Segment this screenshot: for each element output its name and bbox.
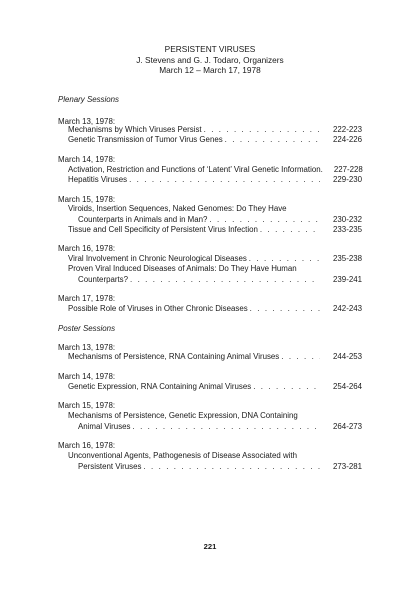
entry-title: Proven Viral Induced Diseases of Animals: Do They Have Human: [68, 264, 297, 273]
toc-entry[interactable]: [68, 125, 362, 136]
entry-title-continued: Animal Viruses: [78, 421, 131, 431]
entry-title: Mechanisms of Persistence, RNA Containing Animal Viruses: [68, 352, 280, 361]
plenary-sessions-heading: Plenary Sessions: [58, 95, 119, 104]
page-range: 224-226: [333, 135, 362, 144]
date-heading: March 17, 1978:: [58, 294, 116, 303]
date-heading: March 16, 1978:: [58, 244, 116, 253]
leader-dots: [253, 382, 320, 393]
toc-entry[interactable]: [68, 411, 362, 432]
toc-entry[interactable]: [68, 225, 362, 236]
entry-title-continued: Counterparts?: [78, 274, 129, 284]
entry-title: Unconventional Agents, Pathogenesis of Disease Associated with: [68, 451, 297, 460]
toc-entry[interactable]: [68, 254, 362, 265]
page-range: 229-230: [333, 175, 362, 184]
entry-title-continued: Counterparts in Animals and in Man?: [78, 214, 208, 224]
toc-entry[interactable]: [68, 165, 362, 176]
toc-entry[interactable]: [68, 451, 362, 472]
entry-title: Activation, Restriction and Functions of ‘Latent’ Viral Genetic Information.: [68, 165, 323, 174]
date-heading: March 16, 1978:: [58, 441, 116, 450]
entry-title: Mechanisms of Persistence, Genetic Expression, DNA Containing: [68, 411, 298, 420]
leader-dots: [130, 275, 320, 286]
leader-dots: [250, 304, 320, 315]
entry-title: Hepatitis Viruses: [68, 175, 128, 184]
page-range: 233-235: [333, 225, 362, 234]
meeting-dates: March 12 – March 17, 1978: [159, 65, 261, 76]
leader-dots: [143, 462, 320, 473]
page-range: 230-232: [333, 214, 362, 224]
toc-entry[interactable]: [68, 264, 362, 285]
entry-title: Possible Role of Viruses in Other Chronic Diseases: [68, 304, 248, 313]
page-range: 235-238: [333, 254, 362, 263]
toc-entry[interactable]: [68, 352, 362, 363]
page-range: 244-253: [333, 352, 362, 361]
toc-entry[interactable]: [68, 204, 362, 225]
entry-title: Tissue and Cell Specificity of Persistent Virus Infection: [68, 225, 258, 234]
document-title: PERSISTENT VIRUSES: [164, 44, 256, 54]
leader-dots: [225, 135, 320, 146]
document-header: [0, 44, 420, 76]
page-range: 222-223: [333, 125, 362, 134]
organizers-line: J. Stevens and G. J. Todaro, Organizers: [136, 54, 284, 65]
toc-entry[interactable]: [68, 304, 362, 315]
date-heading: March 15, 1978:: [58, 401, 116, 410]
page-range: 242-243: [333, 304, 362, 313]
date-heading: March 15, 1978:: [58, 195, 116, 204]
entry-title: Viroids, Insertion Sequences, Naked Genomes: Do They Have: [68, 204, 287, 213]
leader-dots: [249, 254, 320, 265]
leader-dots: [281, 352, 320, 363]
entry-title: Viral Involvement in Chronic Neurological Diseases: [68, 254, 247, 263]
entry-title: Genetic Transmission of Tumor Virus Genes: [68, 135, 223, 144]
page-range: 239-241: [333, 274, 362, 284]
toc-entry[interactable]: [68, 135, 362, 146]
toc-entry[interactable]: [68, 175, 362, 186]
poster-sessions-heading: Poster Sessions: [58, 324, 116, 333]
date-heading: March 13, 1978:: [58, 343, 116, 352]
date-heading: March 13, 1978:: [58, 117, 116, 126]
page-range: 254-264: [333, 382, 362, 391]
leader-dots: [204, 125, 320, 136]
page-range: 273-281: [333, 461, 362, 471]
page-range: 227-228: [333, 165, 363, 174]
leader-dots: [132, 422, 320, 433]
date-heading: March 14, 1978:: [58, 155, 116, 164]
entry-title-continued: Persistent Viruses: [78, 461, 142, 471]
leader-dots: [209, 215, 320, 226]
page-number: 221: [203, 542, 217, 551]
entry-title: Genetic Expression, RNA Containing Animal Viruses: [68, 382, 252, 391]
leader-dots: [129, 175, 320, 186]
leader-dots: [260, 225, 320, 236]
toc-entry[interactable]: [68, 382, 362, 393]
page-range: 264-273: [333, 421, 362, 431]
entry-title: Mechanisms by Which Viruses Persist: [68, 125, 202, 134]
date-heading: March 14, 1978:: [58, 372, 116, 381]
